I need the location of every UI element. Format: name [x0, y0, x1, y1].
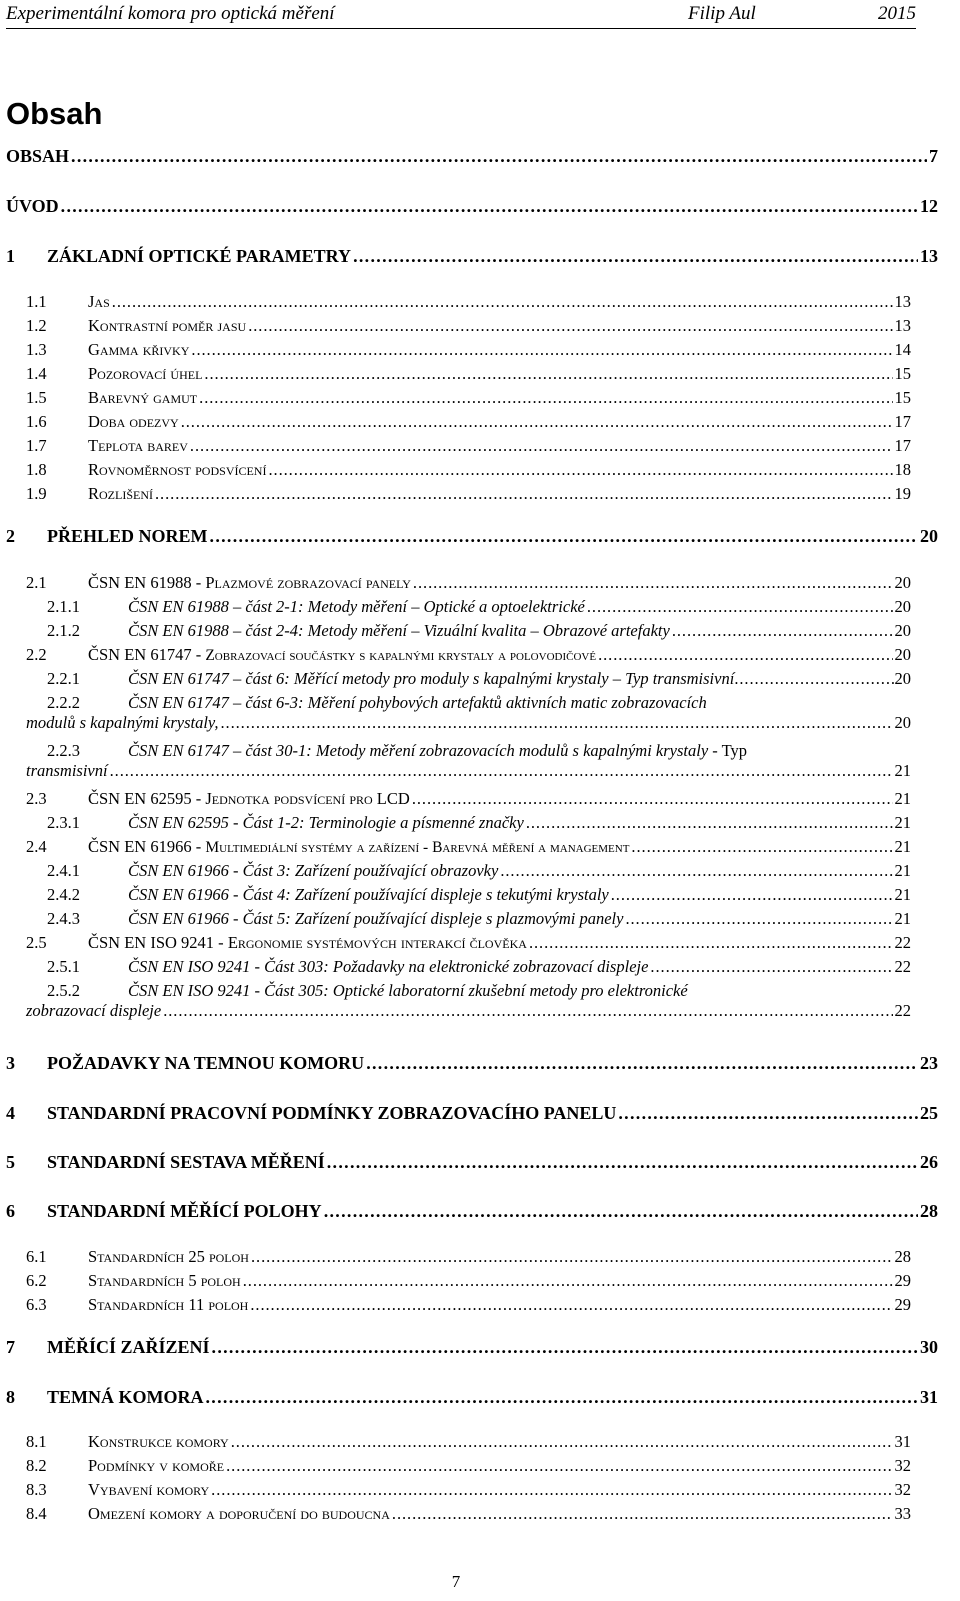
- toc-entry-8-4[interactable]: 8.4 Omezení komory a doporučení do budoucna . . . 33: [26, 1504, 911, 1524]
- toc-entry-6-3[interactable]: 6.3 Standardních 11 poloh . . . 29: [26, 1295, 911, 1315]
- toc-entry-2-5-1[interactable]: 2.5.1 ČSN EN ISO 9241 - Část 303: Požadavky na elektronické zobrazovací displeje . . . 22: [47, 957, 911, 977]
- toc-entry-2-4-2[interactable]: 2.4.2 ČSN EN 61966 - Část 4: Zařízení používající displeje s tekutými krystaly . . . 21: [47, 885, 911, 905]
- toc-entry-1-5[interactable]: 1.5 Barevný gamut . . . 15: [26, 388, 911, 408]
- toc-entry-chapter-3[interactable]: 3 POŽADAVKY NA TEMNOU KOMORU . . . 23: [6, 1053, 938, 1074]
- toc-entry-2-2-1[interactable]: 2.2.1 ČSN EN 61747 – část 6: Měřící metody pro moduly s kapalnými krystaly – Typ transmisivní . . . 20: [47, 669, 911, 689]
- toc-entry-1-8[interactable]: 1.8 Rovnoměrnost podsvícení . . . 18: [26, 460, 911, 480]
- toc-entry-2-2[interactable]: 2.2 ČSN EN 61747 - Zobrazovací součástky s kapalnými krystaly a polovodičové . . . 20: [26, 645, 911, 665]
- toc-entry-2-1-2[interactable]: 2.1.2 ČSN EN 61988 – část 2-4: Metody měření – Vizuální kvalita – Obrazové artefakty . . . 20: [47, 621, 911, 641]
- toc-entry-8-2[interactable]: 8.2 Podmínky v komoře . . . 32: [26, 1456, 911, 1476]
- toc-entry-chapter-4[interactable]: 4 STANDARDNÍ PRACOVNÍ PODMÍNKY ZOBRAZOVACÍHO PANELU . . . 25: [6, 1103, 938, 1124]
- toc-entry-2-1[interactable]: 2.1 ČSN EN 61988 - Plazmové zobrazovací panely . . . 20: [26, 573, 911, 593]
- toc-entry-2-4-3[interactable]: 2.4.3 ČSN EN 61966 - Část 5: Zařízení používající displeje s plazmovými panely . . . 21: [47, 909, 911, 929]
- toc-entry-2-3[interactable]: 2.3 ČSN EN 62595 - Jednotka podsvícení pro LCD . . . 21: [26, 789, 911, 809]
- toc-entry-obsah[interactable]: OBSAH . . . 7: [6, 146, 938, 167]
- toc-entry-2-2-3[interactable]: 2.2.3 ČSN EN 61747 – část 30-1: Metody měření zobrazovacích modulů s kapalnými krystaly - Typ transmisivní . . . 21: [47, 741, 911, 781]
- toc-entry-2-4-1[interactable]: 2.4.1 ČSN EN 61966 - Část 3: Zařízení používající obrazovky . . . 21: [47, 861, 911, 881]
- toc-entry-chapter-6[interactable]: 6 STANDARDNÍ MĚŘÍCÍ POLOHY . . . 28: [6, 1201, 938, 1222]
- toc-entry-1-3[interactable]: 1.3 Gamma křivky . . . 14: [26, 340, 911, 360]
- toc-entry-2-1-1[interactable]: 2.1.1 ČSN EN 61988 – část 2-1: Metody měření – Optické a optoelektrické . . . 20: [47, 597, 911, 617]
- toc-entry-6-2[interactable]: 6.2 Standardních 5 poloh . . . 29: [26, 1271, 911, 1291]
- toc-entry-2-5-2[interactable]: 2.5.2 ČSN EN ISO 9241 - Část 305: Optické laboratorní zkušební metody pro elektronické zobrazovací displeje . . . 22: [47, 981, 911, 1021]
- toc-entry-6-1[interactable]: 6.1 Standardních 25 poloh . . . 28: [26, 1247, 911, 1267]
- header-author: Filip Aul: [688, 3, 756, 24]
- toc-entry-1-9[interactable]: 1.9 Rozlišení . . . 19: [26, 484, 911, 504]
- toc-entry-chapter-2[interactable]: 2 PŘEHLED NOREM . . . 20: [6, 526, 938, 547]
- toc-entry-chapter-1[interactable]: 1 ZÁKLADNÍ OPTICKÉ PARAMETRY . . . 13: [6, 246, 938, 267]
- toc-entry-2-5[interactable]: 2.5 ČSN EN ISO 9241 - Ergonomie systémových interakcí člověka . . . 22: [26, 933, 911, 953]
- running-header: [6, 2, 916, 29]
- toc-entry-chapter-5[interactable]: 5 STANDARDNÍ SESTAVA MĚŘENÍ . . . 26: [6, 1152, 938, 1173]
- toc-entry-uvod[interactable]: ÚVOD . . . 12: [6, 196, 938, 217]
- header-year: 2015: [878, 3, 916, 24]
- toc-entry-2-2-2[interactable]: 2.2.2 ČSN EN 61747 – část 6-3: Měření pohybových artefaktů aktivních matic zobrazovacích modulů s kapalnými krystaly, . . . 20: [47, 693, 911, 733]
- toc-heading: Obsah: [6, 96, 103, 131]
- header-title: Experimentální komora pro optická měření: [6, 3, 335, 24]
- toc-entry-1-4[interactable]: 1.4 Pozorovací úhel . . . 15: [26, 364, 911, 384]
- toc-entry-1-2[interactable]: 1.2 Kontrastní poměr jasu . . . 13: [26, 316, 911, 336]
- toc-entry-chapter-8[interactable]: 8 TEMNÁ KOMORA . . . 31: [6, 1387, 938, 1408]
- toc-entry-2-4[interactable]: 2.4 ČSN EN 61966 - Multimediální systémy a zařízení - Barevná měření a management . . . 21: [26, 837, 911, 857]
- page-number: 7: [451, 1572, 461, 1591]
- toc-entry-1-7[interactable]: 1.7 Teplota barev . . . 17: [26, 436, 911, 456]
- toc-entry-1-1[interactable]: 1.1 Jas . . . 13: [26, 292, 911, 312]
- toc-entry-2-3-1[interactable]: 2.3.1 ČSN EN 62595 - Část 1-2: Terminologie a písmenné značky . . . 21: [47, 813, 911, 833]
- toc-entry-chapter-7[interactable]: 7 MĚŘÍCÍ ZAŘÍZENÍ . . . 30: [6, 1337, 938, 1358]
- toc-entry-1-6[interactable]: 1.6 Doba odezvy . . . 17: [26, 412, 911, 432]
- toc-entry-8-3[interactable]: 8.3 Vybavení komory . . . 32: [26, 1480, 911, 1500]
- toc-entry-8-1[interactable]: 8.1 Konstrukce komory . . . 31: [26, 1432, 911, 1452]
